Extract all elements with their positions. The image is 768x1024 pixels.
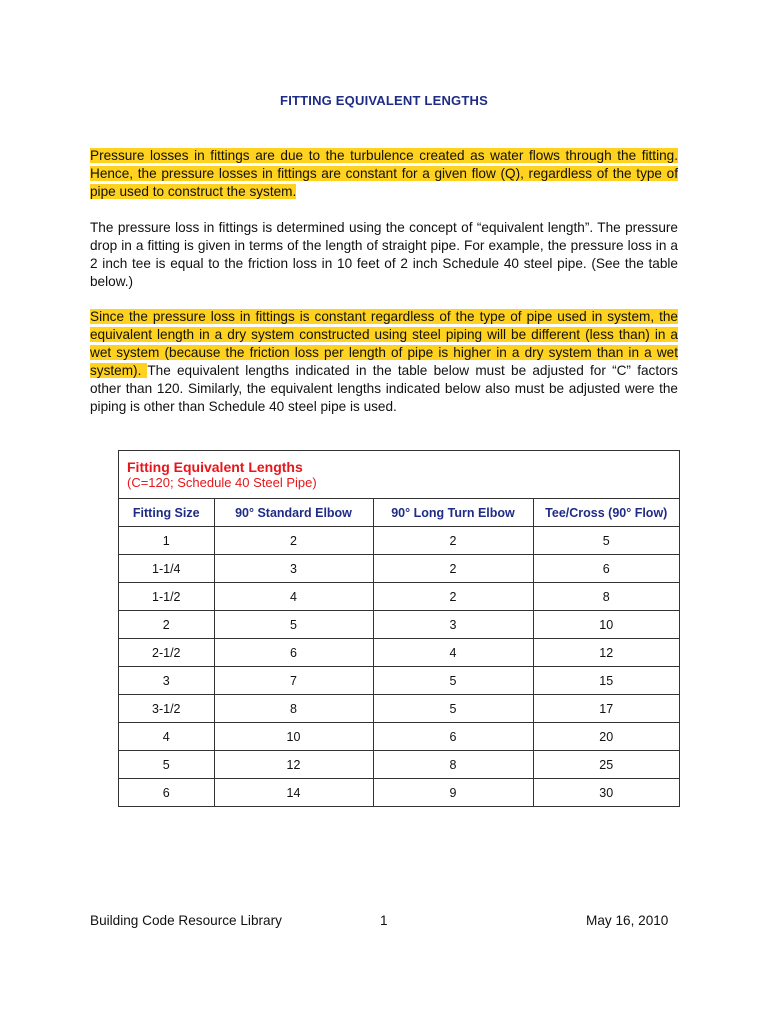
table-cell: 5	[533, 527, 679, 555]
table-cell: 5	[119, 751, 214, 779]
table-cell: 2	[119, 611, 214, 639]
table-cell: 17	[533, 695, 679, 723]
table-cell: 12	[214, 751, 373, 779]
table-cell: 20	[533, 723, 679, 751]
column-header: 90° Standard Elbow	[214, 499, 373, 527]
table-cell: 8	[214, 695, 373, 723]
table-cell: 14	[214, 779, 373, 807]
table-cell: 6	[214, 639, 373, 667]
table-caption-subtitle: (C=120; Schedule 40 Steel Pipe)	[127, 475, 317, 490]
table-cell: 6	[119, 779, 214, 807]
table-cell: 10	[533, 611, 679, 639]
table-row	[119, 555, 679, 583]
table-caption	[119, 451, 679, 499]
table-cell: 1	[119, 527, 214, 555]
table-row	[119, 751, 679, 779]
equivalent-lengths-table	[118, 450, 680, 807]
table-cell: 2	[373, 583, 533, 611]
footer-library-name: Building Code Resource Library	[90, 913, 282, 928]
footer-page-number: 1	[380, 913, 388, 928]
table-cell: 1-1/2	[119, 583, 214, 611]
column-header: Fitting Size	[119, 499, 214, 527]
table-cell: 30	[533, 779, 679, 807]
table-row	[119, 695, 679, 723]
paragraph-dry-wet-system	[90, 308, 678, 416]
paragraph-text: The equivalent lengths indicated in the table below must be adjusted for “C” factors other than 120. Similarly, the equivalent lengths indicated below also must be adjusted were the piping is other than Schedule 40 steel pipe is used.	[90, 363, 678, 414]
table-cell: 4	[373, 639, 533, 667]
table-cell: 7	[214, 667, 373, 695]
table-row	[119, 667, 679, 695]
table-cell: 3	[373, 611, 533, 639]
table-cell: 5	[214, 611, 373, 639]
table-cell: 2	[373, 527, 533, 555]
table-cell: 5	[373, 695, 533, 723]
footer-date: May 16, 2010	[586, 913, 669, 928]
table-row	[119, 527, 679, 555]
table-cell: 4	[119, 723, 214, 751]
table-row	[119, 779, 679, 807]
table-cell: 3	[119, 667, 214, 695]
table-cell: 2	[214, 527, 373, 555]
paragraph-fitting-losses	[90, 147, 678, 201]
highlighted-text: Since the pressure loss in fittings is constant regardless of the type of pipe used in system, the equivalent length in a dry system constructed using steel piping will be different (less than) in a wet system (because the friction loss per length of pipe is higher in a dry system than in a wet system).	[90, 309, 678, 378]
table-cell: 5	[373, 667, 533, 695]
table-caption-title: Fitting Equivalent Lengths	[127, 459, 303, 475]
table-cell: 2-1/2	[119, 639, 214, 667]
table-cell: 15	[533, 667, 679, 695]
table-cell: 10	[214, 723, 373, 751]
table-cell: 12	[533, 639, 679, 667]
table-cell: 9	[373, 779, 533, 807]
paragraph-equivalent-length: The pressure loss in fittings is determined using the concept of “equivalent length”. The pressure drop in a fitting is given in terms of the length of straight pipe. For example, the pressure loss in a 2 inch tee is equal to the friction loss in 10 feet of 2 inch Schedule 40 steel pipe. (See the table below.)	[90, 220, 678, 289]
table-cell: 8	[373, 751, 533, 779]
highlighted-text: Pressure losses in fittings are due to the turbulence created as water flows through the fitting. Hence, the pressure losses in fittings are constant for a given flow (Q), regardless of the type of pipe used to construct the system.	[90, 148, 678, 199]
table-row	[119, 723, 679, 751]
table-cell: 3	[214, 555, 373, 583]
table-cell: 6	[533, 555, 679, 583]
table-cell: 2	[373, 555, 533, 583]
table-cell: 8	[533, 583, 679, 611]
table-cell: 25	[533, 751, 679, 779]
table-row	[119, 639, 679, 667]
table-row	[119, 583, 679, 611]
page-title: FITTING EQUIVALENT LENGTHS	[280, 93, 488, 108]
column-header: 90° Long Turn Elbow	[373, 499, 533, 527]
data-table	[119, 499, 679, 806]
table-cell: 4	[214, 583, 373, 611]
table-row	[119, 611, 679, 639]
column-header: Tee/Cross (90° Flow)	[533, 499, 679, 527]
table-cell: 6	[373, 723, 533, 751]
table-cell: 3-1/2	[119, 695, 214, 723]
table-header-row	[119, 499, 679, 527]
table-cell: 1-1/4	[119, 555, 214, 583]
